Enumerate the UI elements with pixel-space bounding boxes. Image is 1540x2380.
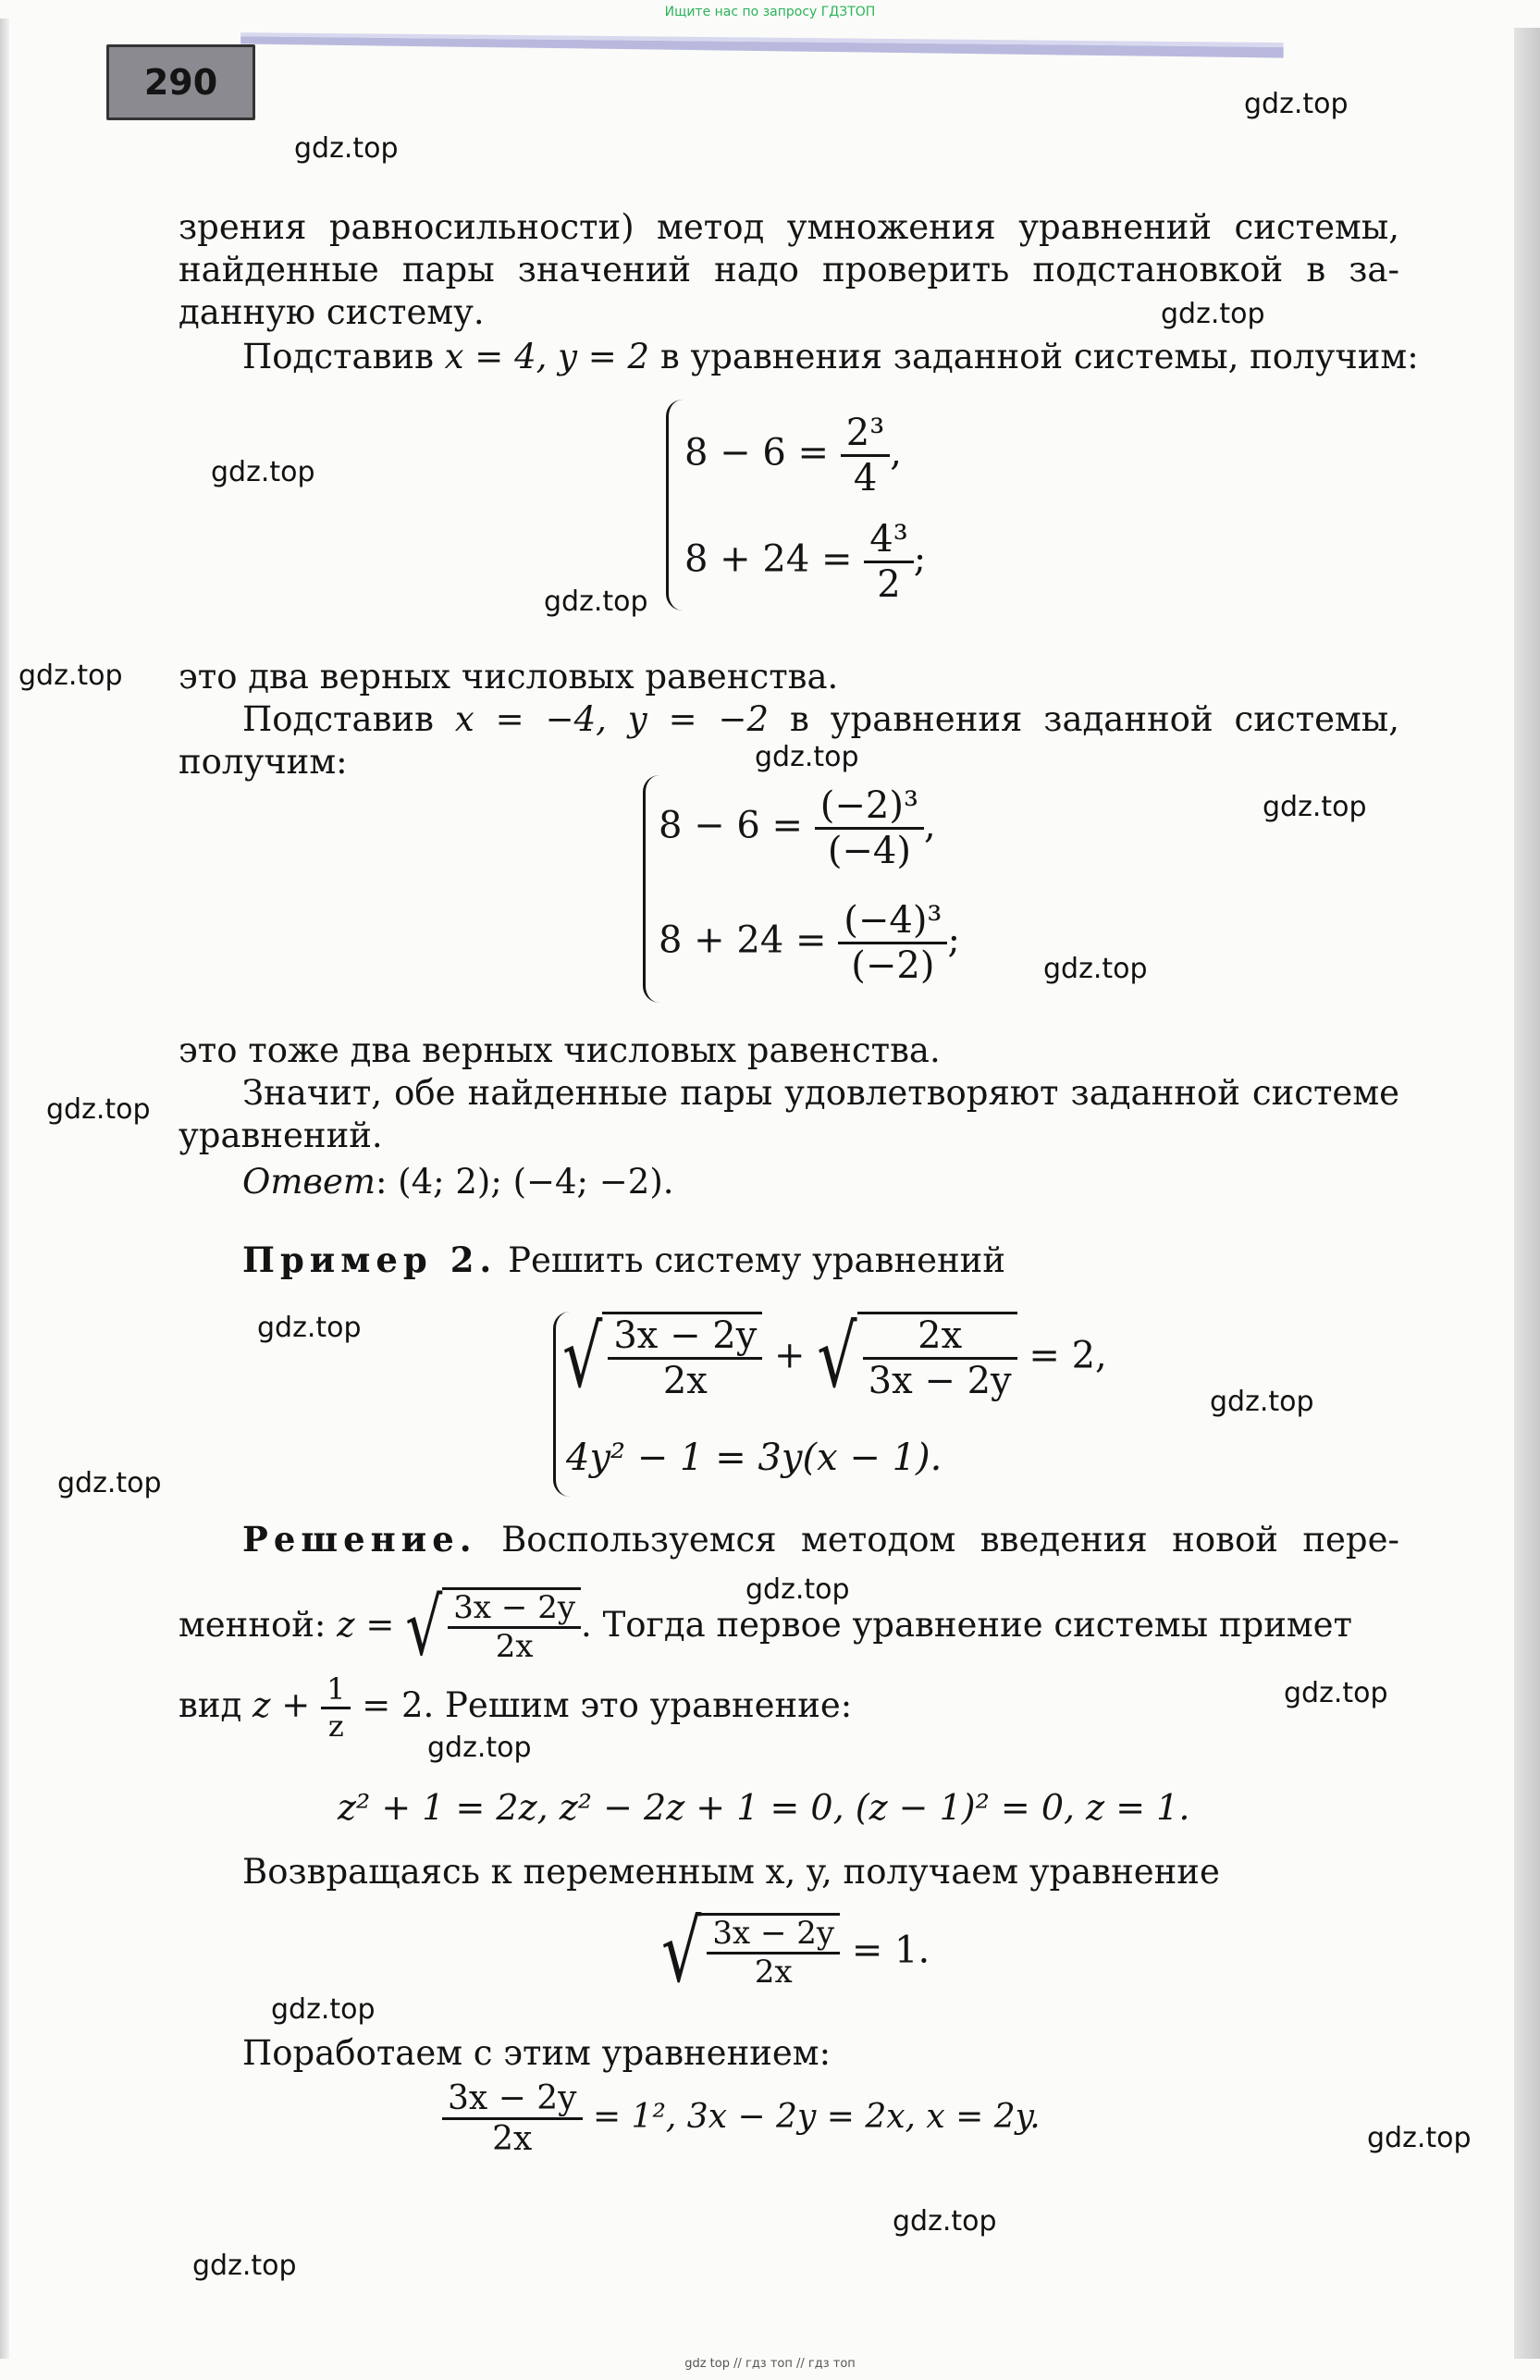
equation-text: 4y² − 1 = 3y(x − 1). xyxy=(566,1437,942,1479)
equation-right: = 1. xyxy=(851,1929,930,1972)
text-line: зрения равносильности) метод умножения уравнений системы, xyxy=(179,207,1399,247)
fraction xyxy=(864,518,913,606)
equation-right: = 2, xyxy=(1029,1334,1107,1377)
numerator: 3x − 2y xyxy=(707,1916,840,1955)
equation: 8 − 6 = $\frac{\text{2³}}{4}$ , xyxy=(684,412,902,499)
text-line: Поработаем с этим уравнением: xyxy=(242,2033,832,2073)
equation: √ $\frac{3x - 2y}{2x}$ + √ $\frac{2x}{3x - 2y}$ = 2, xyxy=(562,1308,1107,1408)
denominator: 2x xyxy=(495,1628,534,1666)
denominator: z xyxy=(327,1708,344,1744)
text-line: менной: z = √ $\frac{3x - 2y}{2x}$ . Тогда первое уравнение системы примет xyxy=(179,1581,1353,1673)
equation: 8 + 24 = $\frac{\text{4³}}{2}$ ; xyxy=(684,518,927,606)
denominator: 2x xyxy=(662,1360,708,1402)
fraction xyxy=(838,899,947,987)
sqrt-symbol: √ xyxy=(817,1308,857,1408)
watermark: gdz.top xyxy=(271,1993,376,2026)
text-line: найденные пары значений надо проверить подстановкой в за- xyxy=(179,250,1399,290)
equation xyxy=(442,2079,1041,2159)
watermark: gdz.top xyxy=(893,2205,997,2238)
example-heading xyxy=(242,1238,1005,1283)
watermark: gdz.top xyxy=(211,456,315,488)
text-line: данную систему. xyxy=(179,292,485,332)
denominator: 2x xyxy=(754,1954,793,1992)
text-line: это тоже два верных числовых равенства. xyxy=(179,1030,941,1070)
equation: 8 + 24 = $\frac{\text{(−4)³}}{(-2)}$ ; xyxy=(659,899,960,987)
bottom-note: gdz top // гдз топ // гдз топ xyxy=(684,2357,856,2371)
watermark: gdz.top xyxy=(1244,88,1349,120)
text-fragment: менной: xyxy=(179,1605,326,1646)
watermark: gdz.top xyxy=(294,132,399,165)
denominator: 3x − 2y xyxy=(868,1360,1012,1402)
fraction xyxy=(442,2079,583,2159)
watermark: gdz.top xyxy=(18,660,123,692)
text-line xyxy=(179,1672,852,1744)
watermark: gdz.top xyxy=(1161,298,1265,330)
numerator: 1 xyxy=(321,1672,351,1709)
sqrt-symbol: √ xyxy=(562,1308,603,1408)
text-line: это два верных числовых равенства. xyxy=(179,657,839,697)
answer-label: Ответ xyxy=(242,1162,376,1202)
numerator: 3x − 2y xyxy=(608,1314,762,1360)
math-inline: x = −4, y = −2 xyxy=(454,699,770,739)
text-line: получим: xyxy=(179,742,348,782)
fraction xyxy=(707,1916,840,1991)
example-text: Решить систему уравнений xyxy=(508,1240,1005,1280)
watermark: gdz.top xyxy=(745,1573,850,1606)
text-line: Значит, обе найденные пары удовлетворяют заданной системе xyxy=(242,1073,1399,1113)
equation-left: 8 + 24 = xyxy=(659,919,827,962)
solution-line xyxy=(242,1517,1399,1562)
solution-text: Воспользуемся методом введения новой пере- xyxy=(501,1520,1399,1560)
text-line: Возвращаясь к переменным x, y, получаем уравнение xyxy=(242,1852,1220,1892)
text-fragment: в уравнения заданной системы, получим: xyxy=(659,337,1419,376)
sqrt-symbol: √ xyxy=(661,1903,702,2003)
equation xyxy=(661,1903,930,2003)
watermark: gdz.top xyxy=(755,741,859,773)
denominator: (−4) xyxy=(827,830,911,872)
sqrt-symbol: √ xyxy=(405,1581,443,1673)
math-inline: x = 4, y = 2 xyxy=(444,337,650,376)
numerator: 2³ xyxy=(841,412,890,457)
page-left-edge xyxy=(0,18,9,2359)
watermark: gdz.top xyxy=(1284,1677,1388,1709)
text-line: уравнений. xyxy=(179,1116,383,1155)
text-line xyxy=(242,697,1399,742)
answer-line xyxy=(242,1160,674,1204)
watermark: gdz.top xyxy=(192,2250,297,2282)
denominator: 2 xyxy=(877,563,901,606)
numerator: 4³ xyxy=(864,518,913,563)
fraction xyxy=(863,1314,1017,1402)
watermark: gdz.top xyxy=(544,586,648,618)
watermark: gdz.top xyxy=(46,1093,151,1126)
equation-text: z² + 1 = 2z, z² − 2z + 1 = 0, (z − 1)² = 0, z = 1. xyxy=(338,1787,1190,1828)
text-fragment: в уравнения заданной системы, xyxy=(790,699,1400,739)
equation-text: = 1², 3x − 2y = 2x, x = 2y. xyxy=(592,2097,1041,2136)
numerator: 3x − 2y xyxy=(448,1590,581,1629)
denominator: (−2) xyxy=(851,944,935,987)
numerator: 3x − 2y xyxy=(442,2079,583,2120)
text-fragment: Тогда первое уравнение системы примет xyxy=(602,1605,1353,1646)
numerator: 2x xyxy=(863,1314,1017,1360)
equation-left: 8 − 6 = xyxy=(659,804,804,847)
fraction xyxy=(815,784,924,872)
text-fragment: Подставив xyxy=(242,337,434,376)
fraction xyxy=(608,1314,762,1402)
equation xyxy=(338,1785,1189,1830)
fraction xyxy=(448,1590,581,1665)
example-label: Пример 2. xyxy=(242,1239,498,1280)
equation-left: 8 − 6 = xyxy=(684,431,830,475)
text-fragment: Подставив xyxy=(242,699,434,739)
text-line xyxy=(242,335,1419,379)
watermark: gdz.top xyxy=(1367,2122,1472,2154)
watermark: gdz.top xyxy=(1043,953,1148,985)
top-note: Ищите нас по запросу ГДЗТОП xyxy=(664,5,876,19)
denominator: 2x xyxy=(492,2120,533,2159)
solution-label: Решение. xyxy=(242,1519,477,1560)
fraction xyxy=(841,412,890,499)
denominator: 4 xyxy=(853,457,878,499)
page-number: 290 xyxy=(106,44,255,120)
equation xyxy=(566,1436,942,1480)
watermark: gdz.top xyxy=(57,1467,162,1499)
text-fragment: вид xyxy=(179,1684,242,1725)
watermark: gdz.top xyxy=(427,1732,532,1764)
math-inline: z + xyxy=(253,1684,311,1725)
watermark: gdz.top xyxy=(1263,791,1367,823)
numerator: (−2)³ xyxy=(815,784,924,830)
math-inline: z = xyxy=(337,1605,395,1646)
watermark: gdz.top xyxy=(1210,1386,1314,1418)
numerator: (−4)³ xyxy=(838,899,947,944)
text-fragment: = 2. Решим это уравнение: xyxy=(362,1684,853,1725)
answer-value: : (4; 2); (−4; −2). xyxy=(375,1162,674,1202)
fraction xyxy=(321,1672,351,1744)
equation: 8 − 6 = $\frac{\text{(−2)³}}{(-4)}$ , xyxy=(659,784,936,872)
equation-left: 8 + 24 = xyxy=(684,537,853,581)
page-right-edge xyxy=(1514,28,1540,2359)
watermark: gdz.top xyxy=(257,1312,362,1344)
